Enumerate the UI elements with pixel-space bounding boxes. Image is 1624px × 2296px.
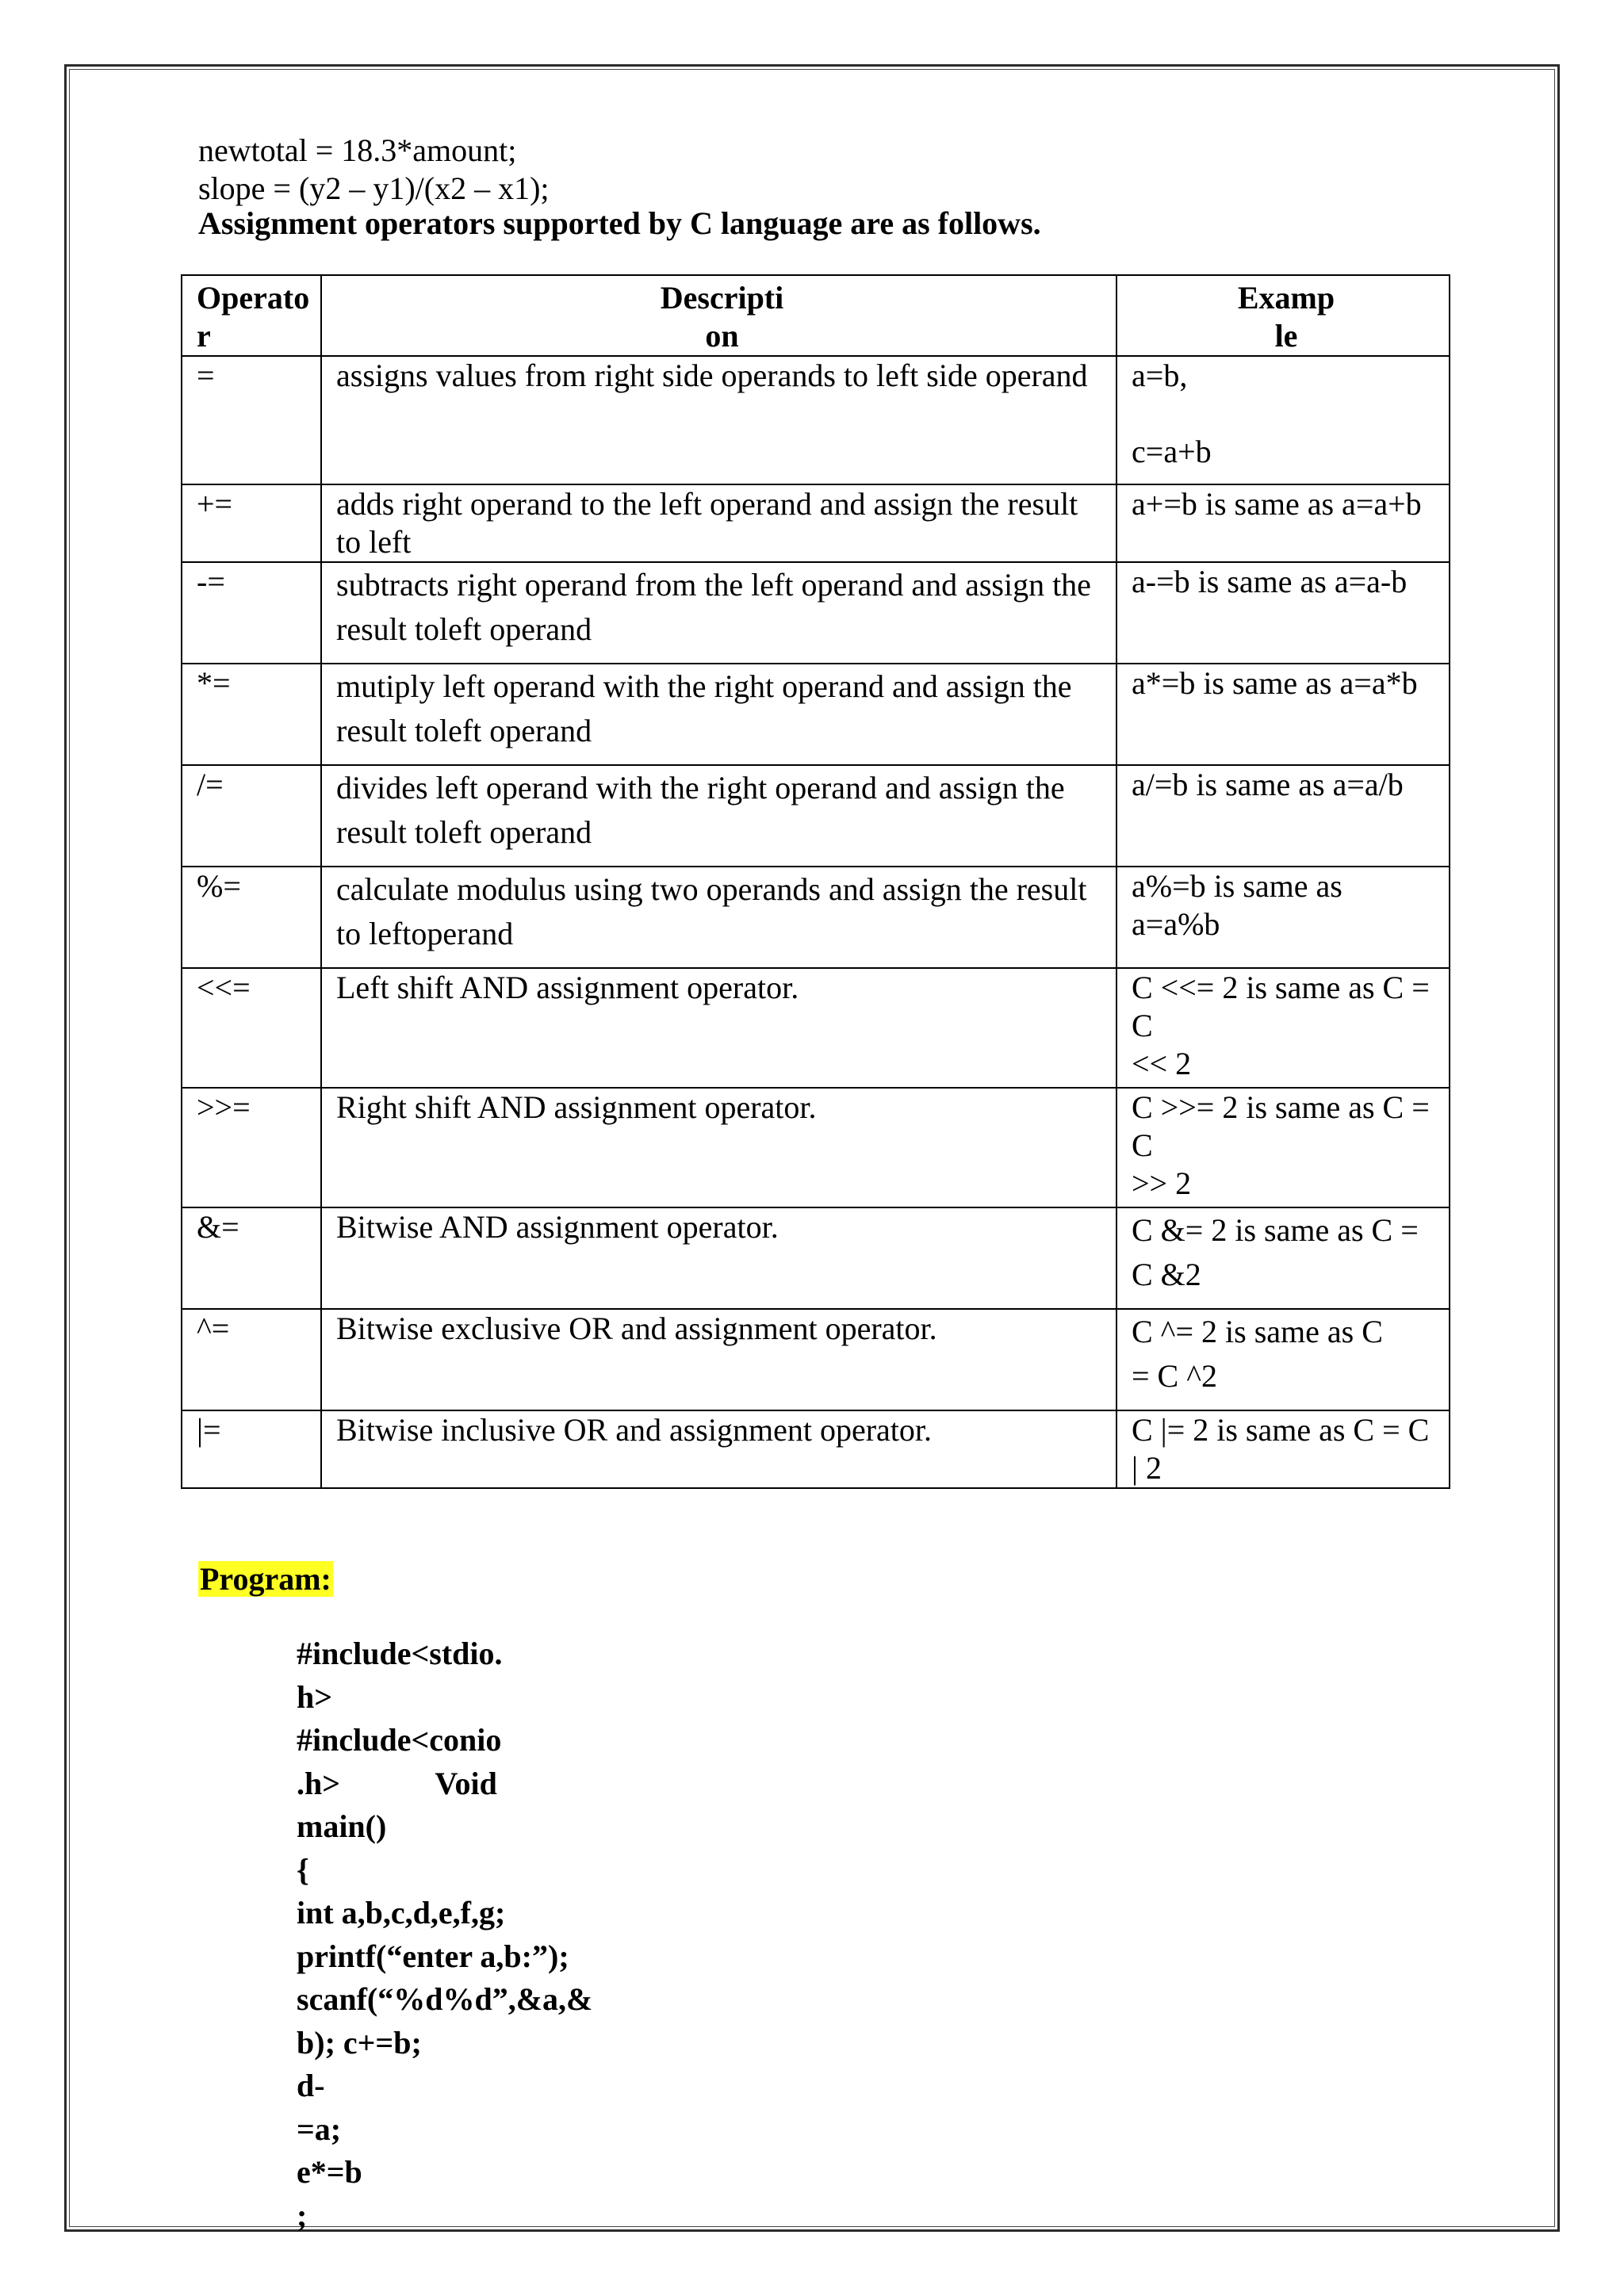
cell-operator: ^= [182, 1309, 321, 1410]
cell-example: C |= 2 is same as C = C | 2 [1116, 1410, 1450, 1488]
cell-example: a*=b is same as a=a*b [1116, 664, 1450, 765]
cell-operator: = [182, 356, 321, 484]
cell-example: a-=b is same as a=a-b [1116, 562, 1450, 664]
cell-description: assigns values from right side operands to left side operand [321, 356, 1116, 484]
table-row [182, 562, 1450, 664]
cell-description: Bitwise exclusive OR and assignment operator. [321, 1309, 1116, 1410]
table-row [182, 968, 1450, 1088]
program-label [198, 1560, 333, 1598]
cell-operator: |= [182, 1410, 321, 1488]
table-row [182, 1309, 1450, 1410]
cell-operator: >>= [182, 1088, 321, 1207]
cell-description: Right shift AND assignment operator. [321, 1088, 1116, 1207]
table-row [182, 1410, 1450, 1488]
cell-description: Left shift AND assignment operator. [321, 968, 1116, 1088]
table-row [182, 356, 1450, 484]
table-row [182, 867, 1450, 968]
cell-operator: &= [182, 1207, 321, 1309]
table-row [182, 484, 1450, 562]
cell-description: Bitwise AND assignment operator. [321, 1207, 1116, 1309]
cell-example: a+=b is same as a=a+b [1116, 484, 1450, 562]
cell-description: adds right operand to the left operand and assign the result to left [321, 484, 1116, 562]
assignment-operators-table [181, 274, 1450, 1489]
cell-example: a=b, c=a+b [1116, 356, 1450, 484]
cell-description: mutiply left operand with the right operand and assign the result toleft operand [321, 664, 1116, 765]
cell-example: C <<= 2 is same as C = C << 2 [1116, 968, 1450, 1088]
cell-description: calculate modulus using two operands and assign the result to leftoperand [321, 867, 1116, 968]
header-description: Descripti on [321, 275, 1116, 356]
table-row [182, 1088, 1450, 1207]
cell-example: C &= 2 is same as C = C &2 [1116, 1207, 1450, 1309]
intro-line-2: slope = (y2 – y1)/(x2 – x1); [198, 170, 550, 206]
cell-example: C ^= 2 is same as C = C ^2 [1116, 1309, 1450, 1410]
table-row [182, 765, 1450, 867]
table-row [182, 664, 1450, 765]
cell-operator: *= [182, 664, 321, 765]
header-operator: Operato r [182, 275, 321, 356]
cell-operator: += [182, 484, 321, 562]
cell-operator: <<= [182, 968, 321, 1088]
cell-example: a%=b is same as a=a%b [1116, 867, 1450, 968]
cell-example: C >>= 2 is same as C = C >> 2 [1116, 1088, 1450, 1207]
header-example: Examp le [1116, 275, 1450, 356]
program-label-highlight: Program: [200, 1561, 331, 1597]
cell-description: Bitwise inclusive OR and assignment operator. [321, 1410, 1116, 1488]
cell-operator: /= [182, 765, 321, 867]
table-header-row [182, 275, 1450, 356]
cell-description: divides left operand with the right operand and assign the result toleft operand [321, 765, 1116, 867]
cell-example: a/=b is same as a=a/b [1116, 765, 1450, 867]
section-heading: Assignment operators supported by C language are as follows. [198, 205, 1041, 241]
program-code: #include<stdio. h> #include<conio .h> Void main() { int a,b,c,d,e,f,g; printf(“enter a,b:”); scanf(“%d%d”,&a,& b); c+=b; d- =a; e*=b ; [297, 1636, 593, 2233]
cell-description: subtracts right operand from the left operand and assign the result toleft operand [321, 562, 1116, 664]
cell-operator: -= [182, 562, 321, 664]
cell-operator: %= [182, 867, 321, 968]
table-row [182, 1207, 1450, 1309]
intro-line-1: newtotal = 18.3*amount; [198, 132, 517, 168]
